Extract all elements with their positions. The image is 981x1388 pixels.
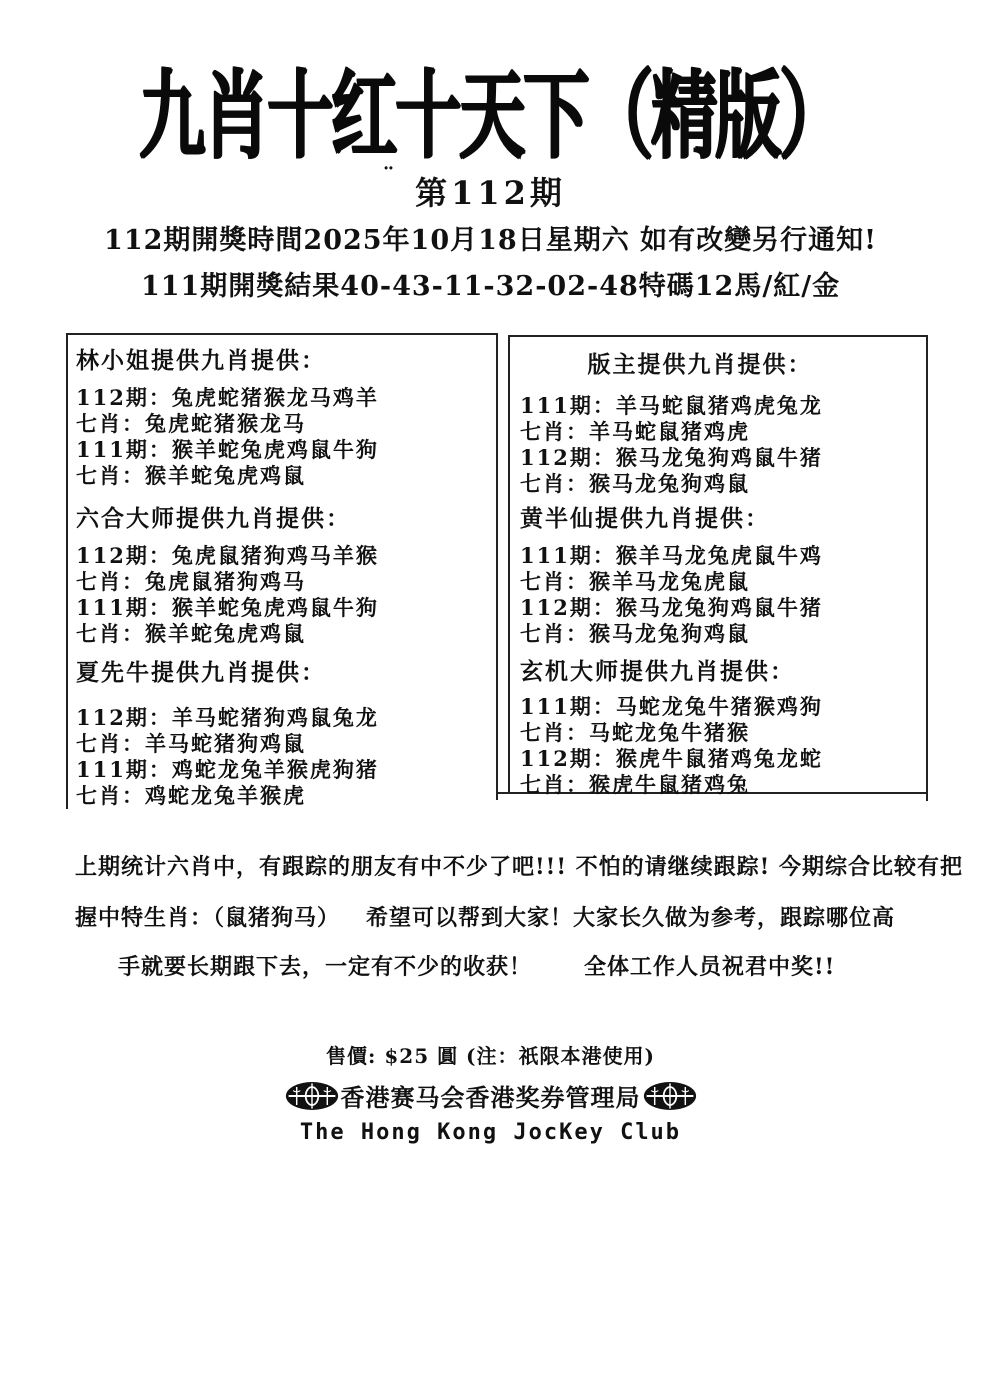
panel-xia-xian-niu xyxy=(76,654,379,809)
prediction-line: 112期：兔虎蛇猪猴龙马鸡羊 xyxy=(76,385,379,410)
column-divider-line xyxy=(496,333,498,800)
prediction-line: 112期：羊马蛇猪狗鸡鼠兔龙 xyxy=(76,705,379,730)
issue-number: 第112期 xyxy=(415,174,566,212)
issue-row xyxy=(0,164,981,214)
left-panel-left-border xyxy=(66,333,68,809)
note-line-2: 握中特生肖：（鼠猪狗马） 希望可以帮到大家！大家长久做为参考，跟踪哪位高 xyxy=(75,905,895,931)
issue-prefix-marks: ¨ xyxy=(383,164,396,190)
prediction-line: 111期：鸡蛇龙兔羊猴虎狗猪 xyxy=(76,757,379,782)
panel-title: 夏先牛提供九肖提供： xyxy=(76,659,326,686)
prediction-line: 112期：猴马龙兔狗鸡鼠牛猪 xyxy=(520,445,823,470)
panel-lines xyxy=(76,385,379,489)
panel-liuhe-dashi xyxy=(76,500,379,647)
prediction-line: 111期：猴羊蛇兔虎鸡鼠牛狗 xyxy=(76,437,379,462)
note-line-3: 手就要长期跟下去，一定有不少的收获！ 全体工作人员祝君中奖!! xyxy=(118,954,836,980)
panel-title: 版主提供九肖提供： xyxy=(587,351,813,378)
prediction-line: 111期：猴羊蛇兔虎鸡鼠牛狗 xyxy=(76,595,379,620)
prediction-line: 七肖：猴羊蛇兔虎鸡鼠 xyxy=(76,621,306,646)
panel-ban-zhu xyxy=(520,346,880,497)
last-result-line: 111期開獎結果40-43-11-32-02-48特碼12馬/紅/金 xyxy=(140,271,841,302)
panel-lines xyxy=(76,543,379,647)
price-line: 售價: $25 圓 (注：祇限本港使用) xyxy=(326,1044,655,1068)
organization-row xyxy=(0,1078,981,1113)
masthead-title: 九肖十红十天下（精版） xyxy=(138,58,843,172)
prediction-line: 七肖：鸡蛇龙兔羊猴虎 xyxy=(76,783,306,808)
prediction-line: 111期：马蛇龙兔牛猪猴鸡狗 xyxy=(520,694,823,719)
prediction-line: 七肖：猴马龙兔狗鸡鼠 xyxy=(520,621,750,646)
panel-xuanji-dashi xyxy=(520,653,823,798)
right-panel-top-border xyxy=(508,335,928,337)
panel-lines xyxy=(520,393,880,497)
prediction-line: 七肖：兔虎鼠猪狗鸡马 xyxy=(76,569,306,594)
hkjc-logo-right-icon xyxy=(643,1080,697,1112)
panel-title: 玄机大师提供九肖提供： xyxy=(520,658,795,685)
right-panel-right-border xyxy=(926,335,928,801)
panel-lines xyxy=(520,694,823,798)
prediction-line: 七肖：猴羊蛇兔虎鸡鼠 xyxy=(76,463,306,488)
prediction-line: 111期：羊马蛇鼠猪鸡虎兔龙 xyxy=(520,393,823,418)
hkjc-logo-left-icon xyxy=(285,1080,339,1112)
panel-title: 六合大师提供九肖提供： xyxy=(76,505,351,532)
prediction-line: 112期：猴马龙兔狗鸡鼠牛猪 xyxy=(520,595,823,620)
prediction-line: 七肖：马蛇龙兔牛猪猴 xyxy=(520,720,750,745)
panel-lin-xiao-jie xyxy=(76,342,379,489)
prediction-line: 七肖：猴羊马龙兔虎鼠 xyxy=(520,569,750,594)
right-panel-left-border xyxy=(508,335,510,793)
prediction-line: 111期：猴羊马龙兔虎鼠牛鸡 xyxy=(520,543,823,568)
prediction-line: 七肖：猴马龙兔狗鸡鼠 xyxy=(520,471,750,496)
panel-title: 黄半仙提供九肖提供： xyxy=(520,505,770,532)
prediction-line: 七肖：羊马蛇鼠猪鸡虎 xyxy=(520,419,750,444)
note-line-1: 上期统计六肖中，有跟踪的朋友有中不少了吧!!! 不怕的请继续跟踪! 今期综合比较有把 xyxy=(75,854,963,880)
organization-name-en: The Hong Kong JocKey Club xyxy=(299,1120,682,1145)
panel-title: 林小姐提供九肖提供： xyxy=(76,347,326,374)
prediction-line: 112期：猴虎牛鼠猪鸡兔龙蛇 xyxy=(520,746,823,771)
panel-huang-ban-xian xyxy=(520,500,823,647)
panel-lines xyxy=(520,543,823,647)
prediction-line: 七肖：羊马蛇猪狗鸡鼠 xyxy=(76,731,306,756)
panel-lines xyxy=(76,705,379,809)
prediction-line: 112期：兔虎鼠猪狗鸡马羊猴 xyxy=(76,543,379,568)
left-panel-top-border xyxy=(66,333,497,335)
organization-name-cn: 香港赛马会香港奖券管理局 xyxy=(340,1083,641,1112)
draw-time-line: 112期開獎時間2025年10月18日星期六 如有改變另行通知! xyxy=(104,225,877,256)
prediction-line: 七肖：猴虎牛鼠猪鸡兔 xyxy=(520,772,750,797)
prediction-line: 七肖：兔虎蛇猪猴龙马 xyxy=(76,411,306,436)
